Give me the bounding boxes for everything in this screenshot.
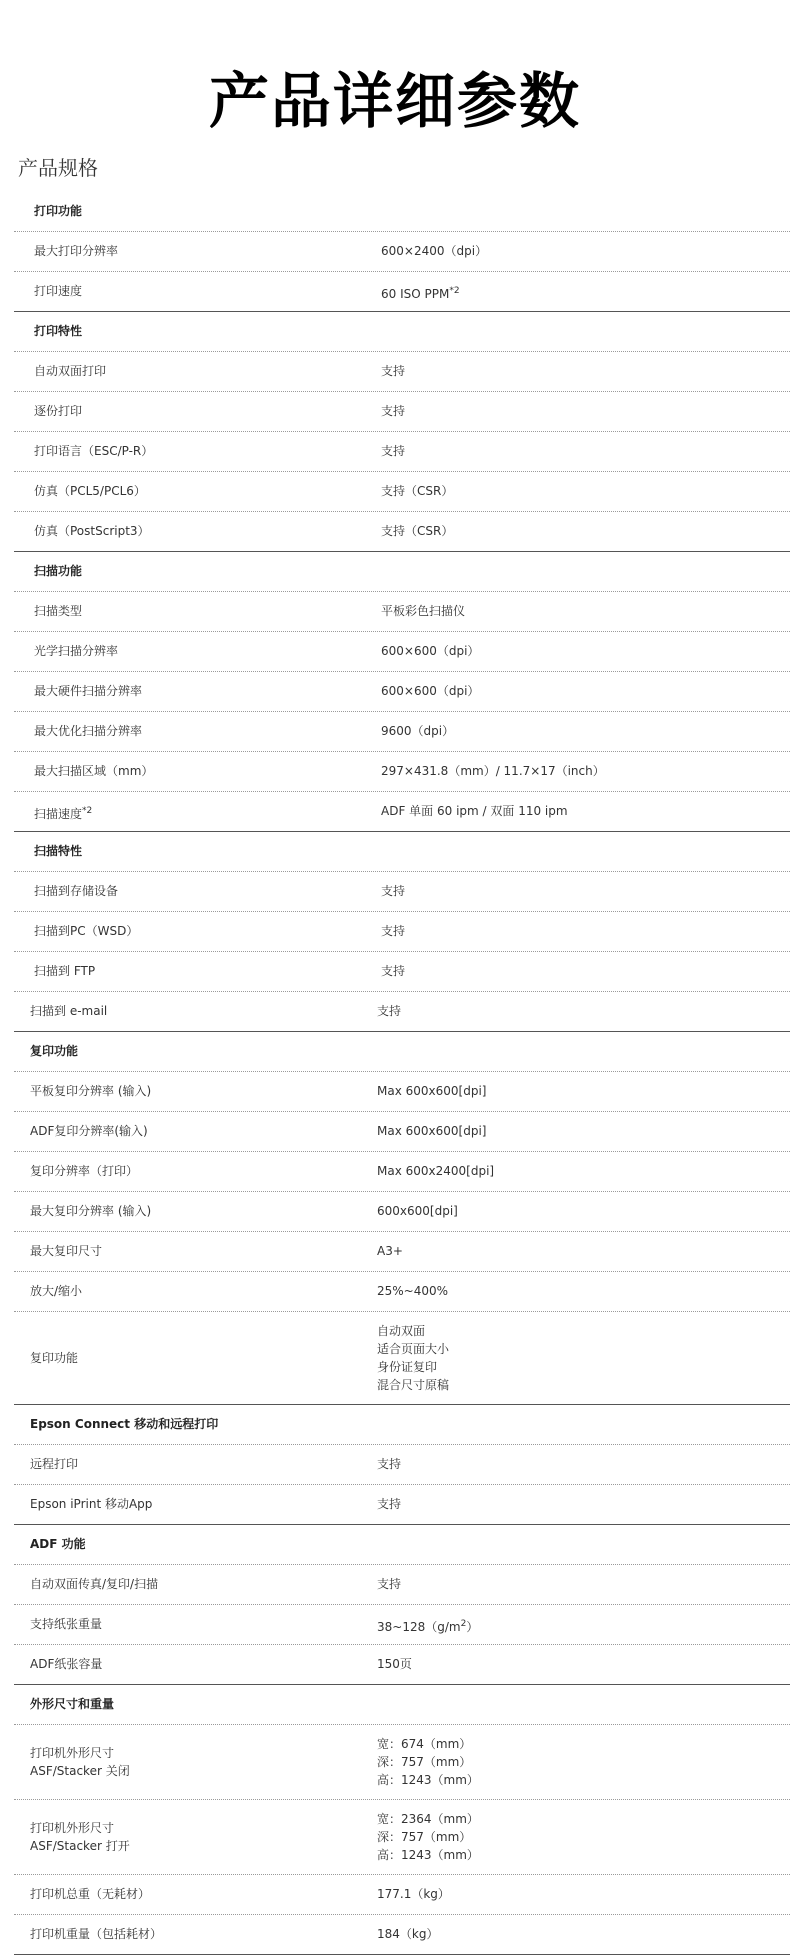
spec-value	[381, 272, 460, 311]
section-title: 打印特性	[34, 324, 83, 338]
spec-row	[14, 352, 790, 392]
section-header-copy-function	[14, 1032, 790, 1072]
section-title: 扫描功能	[34, 564, 83, 578]
spec-row	[14, 1152, 790, 1192]
spec-row	[14, 1915, 790, 1955]
spec-label: 扫描到PC（WSD）	[34, 924, 139, 938]
spec-row	[14, 1605, 790, 1645]
spec-row	[14, 1800, 790, 1875]
spec-value: Max 600x2400[dpi]	[377, 1164, 495, 1178]
spec-label: Epson iPrint 移动App	[30, 1497, 153, 1511]
spec-label-line: ASF/Stacker 关闭	[30, 1764, 130, 1778]
spec-row	[14, 1645, 790, 1685]
spec-value: 600x600[dpi]	[377, 1204, 458, 1218]
spec-row	[14, 472, 790, 512]
spec-row	[14, 1312, 790, 1405]
spec-value: 支持	[377, 1497, 402, 1511]
section-title: 打印功能	[34, 204, 83, 218]
section-header-epson-connect	[14, 1405, 790, 1445]
spec-row	[14, 1072, 790, 1112]
spec-value: Max 600x600[dpi]	[377, 1084, 487, 1098]
spec-value: A3+	[377, 1244, 403, 1258]
spec-label: 打印机总重（无耗材）	[30, 1887, 151, 1901]
spec-value: 177.1（kg）	[377, 1887, 450, 1901]
spec-label: 放大/缩小	[30, 1284, 83, 1298]
spec-row	[14, 1192, 790, 1232]
spec-row	[14, 1272, 790, 1312]
spec-label-line: 打印机外形尺寸	[30, 1746, 115, 1760]
spec-row	[14, 672, 790, 712]
spec-value	[377, 1312, 449, 1404]
spec-value: 184（kg）	[377, 1927, 439, 1941]
section-title: ADF 功能	[30, 1537, 86, 1551]
spec-row	[14, 1112, 790, 1152]
spec-label: 最大硬件扫描分辨率	[34, 684, 143, 698]
spec-value: ADF 单面 60 ipm / 双面 110 ipm	[381, 804, 568, 818]
spec-value: 支持	[381, 884, 406, 898]
spec-row	[14, 1485, 790, 1525]
page-title: 产品详细参数	[209, 67, 581, 137]
spec-value: 支持	[381, 964, 406, 978]
spec-label-text: 扫描速度	[34, 807, 83, 821]
spec-label: 打印机重量（包括耗材）	[30, 1927, 163, 1941]
spec-row	[14, 1232, 790, 1272]
section-title: 复印功能	[30, 1044, 79, 1058]
spec-label: 仿真（PostScript3）	[34, 524, 150, 538]
spec-row	[14, 912, 790, 952]
section-title: 扫描特性	[34, 844, 83, 858]
section-header-scan-function	[14, 552, 790, 592]
spec-value: 平板彩色扫描仪	[381, 604, 466, 618]
spec-label: 最大打印分辨率	[34, 244, 119, 258]
footnote-mark: *2	[449, 286, 460, 296]
spec-value	[377, 1800, 479, 1874]
spec-label: 最大优化扫描分辨率	[34, 724, 143, 738]
spec-row	[14, 632, 790, 672]
spec-label-line: ASF/Stacker 打开	[30, 1839, 130, 1853]
section-header-adf	[14, 1525, 790, 1565]
spec-value-line: 自动双面	[377, 1324, 426, 1338]
spec-value: 支持	[377, 1457, 402, 1471]
spec-value-line: 深：757（mm）	[377, 1755, 472, 1769]
spec-value-line: 身份证复印	[377, 1360, 438, 1374]
spec-label: 打印语言（ESC/P-R）	[34, 444, 154, 458]
spec-value-text: 60 ISO PPM	[381, 287, 450, 301]
spec-label: 仿真（PCL5/PCL6）	[34, 484, 146, 498]
spec-label: 支持纸张重量	[30, 1617, 103, 1631]
spec-value: Max 600x600[dpi]	[377, 1124, 487, 1138]
spec-value: 支持	[377, 1004, 402, 1018]
spec-label: 扫描到 e-mail	[30, 1004, 108, 1018]
spec-row	[14, 432, 790, 472]
spec-value-line: 高：1243（mm）	[377, 1773, 479, 1787]
spec-label: 扫描到存储设备	[34, 884, 119, 898]
spec-value-tail: ）	[466, 1620, 479, 1634]
spec-value: 600×2400（dpi）	[381, 244, 488, 258]
section-title: Epson Connect 移动和远程打印	[30, 1417, 219, 1431]
spec-value-text: 38~128（g/m	[377, 1620, 461, 1634]
spec-row	[14, 272, 790, 312]
section-header-print-function	[14, 192, 790, 232]
spec-row	[14, 392, 790, 432]
spec-row	[14, 1445, 790, 1485]
spec-label: 打印速度	[34, 284, 83, 298]
spec-row	[14, 872, 790, 912]
page-subtitle: 产品规格	[18, 156, 98, 180]
spec-label: 扫描到 FTP	[34, 964, 96, 978]
spec-label: ADF复印分辨率(输入)	[30, 1124, 148, 1138]
spec-value: 支持	[381, 924, 406, 938]
spec-label	[30, 1312, 78, 1404]
section-title: 外形尺寸和重量	[30, 1697, 115, 1711]
spec-label: 远程打印	[30, 1457, 79, 1471]
spec-label: 自动双面传真/复印/扫描	[30, 1577, 159, 1591]
spec-label-text: 复印功能	[30, 1351, 79, 1365]
footnote-mark: *2	[82, 806, 93, 816]
spec-row	[14, 592, 790, 632]
spec-label: 复印分辨率（打印）	[30, 1164, 139, 1178]
spec-row	[14, 1875, 790, 1915]
spec-value: 297×431.8（mm）/ 11.7×17（inch）	[381, 764, 605, 778]
spec-value: 9600（dpi）	[381, 724, 455, 738]
spec-row	[14, 232, 790, 272]
section-header-dimensions	[14, 1685, 790, 1725]
spec-row	[14, 752, 790, 792]
spec-label-line: 打印机外形尺寸	[30, 1821, 115, 1835]
spec-value: 支持（CSR）	[381, 524, 454, 538]
spec-value-line: 混合尺寸原稿	[377, 1378, 450, 1392]
spec-value-line: 宽：674（mm）	[377, 1737, 472, 1751]
spec-value	[377, 1605, 478, 1644]
spec-label: 逐份打印	[34, 404, 83, 418]
spec-value: 25%~400%	[377, 1284, 449, 1298]
spec-value: 600×600（dpi）	[381, 644, 480, 658]
spec-label: 最大复印尺寸	[30, 1244, 103, 1258]
spec-value: 150页	[377, 1657, 412, 1671]
spec-label: 最大复印分辨率 (输入)	[30, 1204, 152, 1218]
superscript: 2	[460, 1619, 467, 1629]
spec-value: 支持	[381, 444, 406, 458]
spec-label: 最大扫描区域（mm）	[34, 764, 154, 778]
spec-value-line: 宽：2364（mm）	[377, 1812, 479, 1826]
spec-label	[30, 1725, 130, 1799]
spec-value: 支持	[381, 364, 406, 378]
spec-value-line: 深：757（mm）	[377, 1830, 472, 1844]
spec-label: ADF纸张容量	[30, 1657, 103, 1671]
spec-table	[14, 192, 790, 1955]
spec-label: 平板复印分辨率 (输入)	[30, 1084, 152, 1098]
section-header-scan-features	[14, 832, 790, 872]
spec-label: 光学扫描分辨率	[34, 644, 119, 658]
spec-row	[14, 1725, 790, 1800]
spec-row	[14, 512, 790, 552]
spec-label: 扫描类型	[34, 604, 83, 618]
spec-label	[34, 792, 92, 831]
spec-value-line: 高：1243（mm）	[377, 1848, 479, 1862]
section-header-print-features	[14, 312, 790, 352]
spec-value	[377, 1725, 479, 1799]
spec-row	[14, 712, 790, 752]
spec-row	[14, 952, 790, 992]
spec-row	[14, 1565, 790, 1605]
spec-label	[30, 1800, 130, 1874]
spec-row	[14, 792, 790, 832]
spec-row	[14, 992, 790, 1032]
spec-label: 自动双面打印	[34, 364, 107, 378]
spec-value: 支持（CSR）	[381, 484, 454, 498]
spec-value: 支持	[381, 404, 406, 418]
spec-value: 支持	[377, 1577, 402, 1591]
spec-value: 600×600（dpi）	[381, 684, 480, 698]
spec-value-line: 适合页面大小	[377, 1342, 450, 1356]
